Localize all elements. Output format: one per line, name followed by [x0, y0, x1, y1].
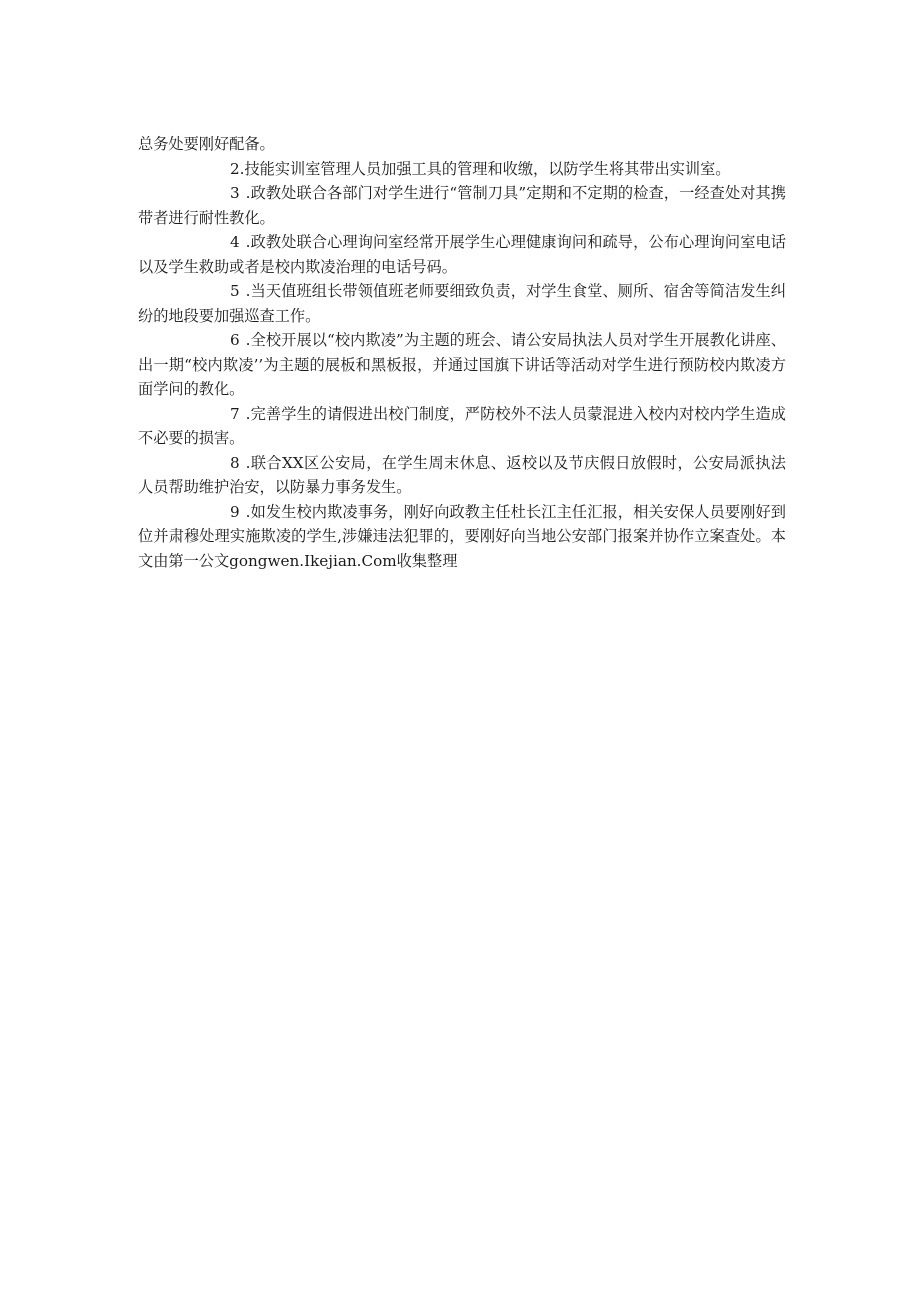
paragraph-text: .技能实训室管理人员加强工具的管理和收缴，以防学生将其带出实训室。 — [239, 159, 731, 178]
list-item-6 — [138, 328, 786, 402]
item-number: 4 — [230, 233, 240, 251]
paragraph-text: .联合XX区公安局，在学生周末休息、返校以及节庆假日放假时，公安局派执法人员帮助维护治安，以防暴力事务发生。 — [138, 453, 786, 496]
list-item-5 — [138, 279, 786, 328]
item-number: 6 — [230, 331, 240, 349]
item-number: 7 — [230, 404, 240, 423]
document-body — [138, 132, 786, 573]
paragraph-continuation — [138, 132, 786, 157]
item-number: 8 — [230, 453, 240, 472]
paragraph-text: .如发生校内欺凌事务，刚好向政教主任杜长江主任汇报，相关安保人员要刚好到位并肃穆处理实施欺凌的学生,涉嫌违法犯罪的，要刚好向当地公安部门报案并协作立案查处。本文由第一公文gongwen.Ikejian.Com收集整理 — [138, 502, 786, 570]
list-item-4 — [138, 230, 786, 279]
paragraph-text: .完善学生的请假进出校门制度，严防校外不法人员蒙混进入校内对校内学生造成不必要的损害。 — [138, 404, 786, 447]
list-item-7 — [138, 402, 786, 451]
item-number: 9 — [230, 502, 240, 521]
paragraph-text: 总务处要刚好配备。 — [138, 135, 275, 153]
paragraph-text: .政教处联合各部门对学生进行“管制刀具”定期和不定期的检查，一经查处对其携带者进行耐性教化。 — [138, 184, 786, 227]
paragraph-text: .当天值班组长带领值班老师要细致负责，对学生食堂、厕所、宿舍等简洁发生纠纷的地段要加强巡查工作。 — [138, 282, 786, 325]
list-item-3 — [138, 181, 786, 230]
item-number: 5 — [230, 282, 240, 300]
item-number: 2 — [230, 159, 240, 178]
list-item-2 — [138, 157, 786, 182]
item-number: 3 — [230, 184, 240, 202]
list-item-9 — [138, 500, 786, 574]
list-item-8 — [138, 451, 786, 500]
paragraph-text: .政教处联合心理询问室经常开展学生心理健康询问和疏导，公布心理询问室电话以及学生救助或者是校内欺凌治理的电话号码。 — [138, 233, 786, 276]
paragraph-text: .全校开展以“校内欺凌”为主题的班会、请公安局执法人员对学生开展教化讲座、出一期“校内欺凌’’为主题的展板和黑板报，并通过国旗下讲话等活动对学生进行预防校内欺凌方面学问的教化。 — [138, 331, 786, 398]
